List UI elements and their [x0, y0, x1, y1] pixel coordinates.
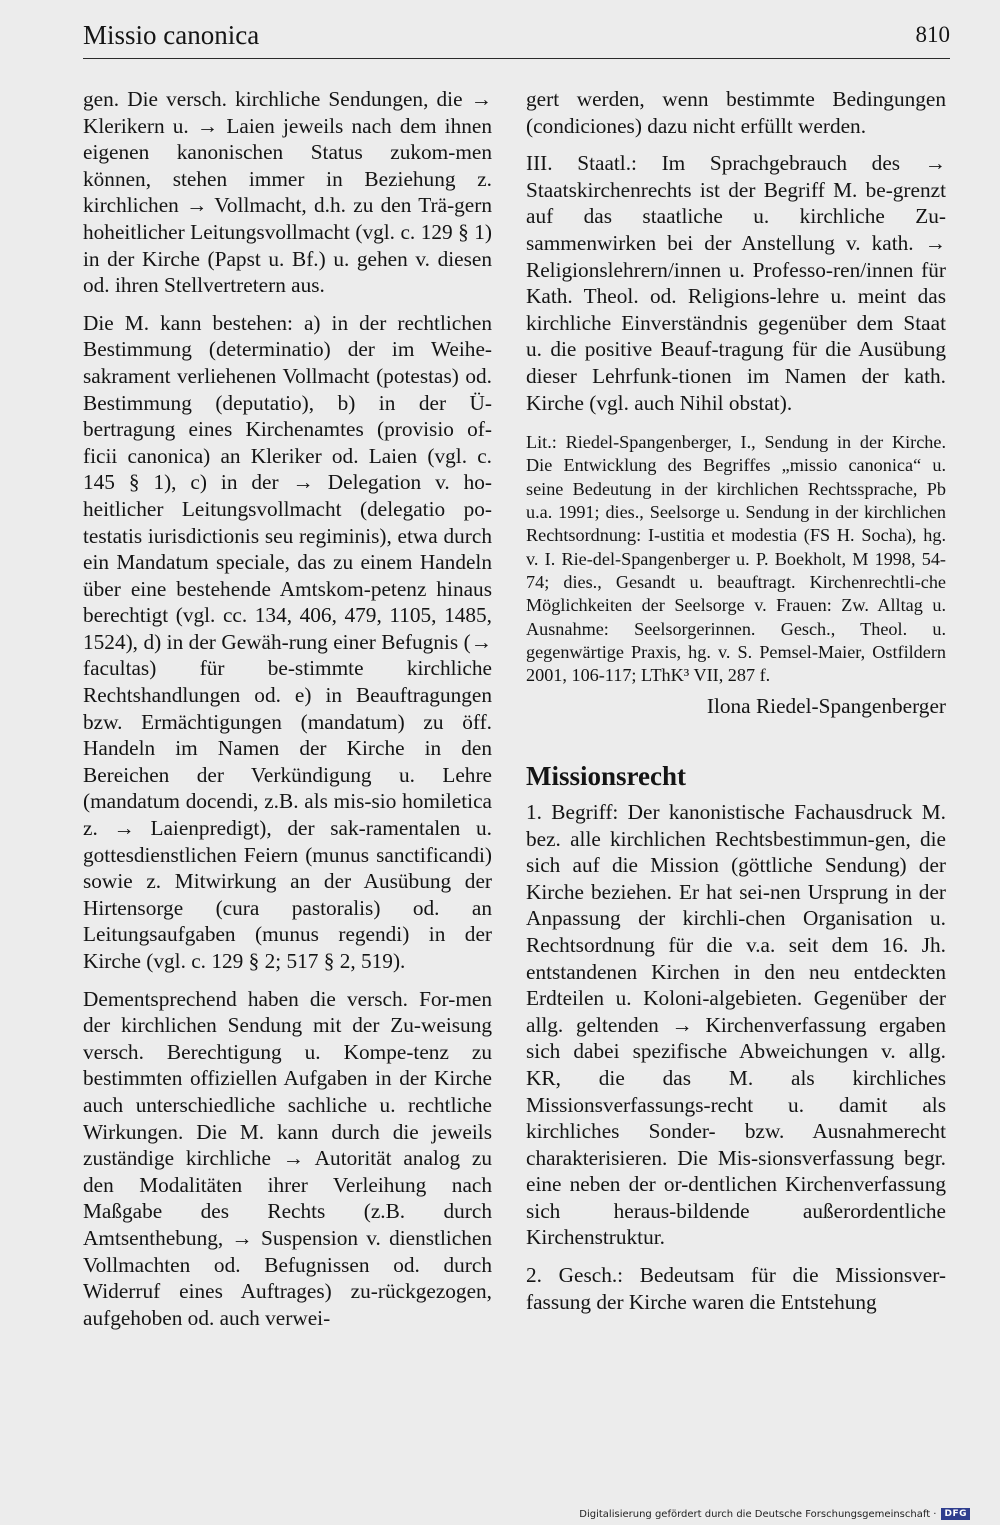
- page-number: 810: [915, 22, 950, 47]
- entry-heading: Missionsrecht: [526, 760, 686, 791]
- paragraph: Die M. kann bestehen: a) in der rechtlichen Bestimmung (determinatio) der im Weihe-sakrament verliehenen Vollmacht (potestas) od. Bestimmung (deputatio), b) in der Ü-bertragung eines Kirchenamtes (provisio of-ficii canonica) an Kleriker od. Laien (vgl. c. 145 § 1), c) in der → Delegation v. ho-heitlicher Leitungsvollmacht (delegatio po-testatis iurisdictionis seu regiminis), etwa durch ein Mandatum speciale, das zu einem Handeln über eine bestehende Amtskom-petenz hinaus berechtigt (vgl. cc. 134, 406, 479, 1105, 1485, 1524), d) in der Gewäh-rung einer Befugnis (→ facultas) für be-stimmte kirchliche Rechtshandlungen od. e) in Beauftragungen bzw. Ermächtigungen (mandatum) zu öff. Handeln im Namen der Kirche in den Bereichen der Verkündigung u. Lehre (mandatum docendi, z.B. als mis-sio homiletica z. → Laienpredigt), der sak-ramentalen u. gottesdienstlichen Feiern (munus sanctificandi) sowie z. Mitwirkung an der Ausübung der Hirtensorge (cura pastoralis) od. an Leitungsaufgaben (munus regendi) in der Kirche (vgl. c. 129 § 2; 517 § 2, 519).: [83, 310, 492, 973]
- literature-note: Lit.: Riedel-Spangenberger, I., Sendung in der Kirche. Die Entwicklung des Begriffes „missio canonica“ u. seine Bedeutung in der kirchlichen Rechtssprache, Pb u.a. 1991; dies., Seelsorge u. Sendung in der kirchlichen Rechtsordnung: I-ustitia et modestia (FS H. Socha), hg. v. I. Rie-del-Spangenberger u. P. Boekholt, M 1998, 54-74; dies., Gesandt u. beauftragt. Kirchenrechtli-che Möglichkeiten der Seelsorge v. Frauen: Zw. Alltag u. Ausnahme: Seelsorgerinnen. Gesch., Theol. u. gegenwärtige Praxis, hg. v. S. Pemsel-Maier, Ostfildern 2001, 106-117; LThK³ VII, 287 f.: [526, 432, 946, 686]
- paragraph: gert werden, wenn bestimmte Bedingungen (condiciones) dazu nicht erfüllt werden.: [526, 87, 946, 138]
- running-title: Missio canonica: [83, 20, 260, 50]
- right-column: [526, 86, 946, 1315]
- left-column: [83, 86, 492, 1331]
- paragraph: 1. Begriff: Der kanonistische Fachausdruck M. bez. alle kirchlichen Rechtsbestimmun-gen, die sich auf die Mission (göttliche Sendung) der Kirche beziehen. Er hat sei-nen Ursprung in der Anpassung der kirchli-chen Organisation u. Rechtsordnung für die v.a. seit dem 16. Jh. entstandenen Kirchen in den neu entdeckten Erdteilen u. Koloni-algebieten. Gegenüber der allg. geltenden → Kirchenverfassung ergaben sich dabei spezifische Abweichungen v. allg. KR, die das M. als kirchliches Missionsverfassungs-recht u. damit als kirchliches Sonder- bzw. Ausnahmerecht charakterisieren. Die Mis-sionsverfassung begr. eine neben der or-dentlichen Kirchenverfassung sich heraus-bildende außerordentliche Kirchenstruktur.: [526, 799, 946, 1250]
- footer-text: Digitalisierung gefördert durch die Deutsche Forschungsgemeinschaft ·: [579, 1508, 937, 1520]
- author-signature: Ilona Riedel-Spangenberger: [706, 694, 946, 719]
- paragraph: III. Staatl.: Im Sprachgebrauch des → Staatskirchenrechts ist der Begriff M. be-grenzt auf das staatliche u. kirchliche Zu-sammenwirken bei der Anstellung v. kath. → Religionslehrern/innen u. Professo-ren/innen für Kath. Theol. od. Religions-lehre u. meint das kirchliche Einverständnis gegenüber dem Staat u. die positive Beauf-tragung für die Ausübung dieser Lehrfunk-tionen im Namen der kath. Kirche (vgl. auch Nihil obstat).: [526, 151, 946, 415]
- paragraph: gen. Die versch. kirchliche Sendungen, die → Klerikern u. → Laien jeweils nach dem ihnen eigenen kanonischen Status zukom-men können, stehen immer in Beziehung z. kirchlichen → Vollmacht, d.h. zu den Trä-gern hoheitlicher Leitungsvollmacht (vgl. c. 129 § 1) in der Kirche (Papst u. Bf.) u. gehen v. diesen od. ihren Stellvertretern aus.: [83, 87, 492, 298]
- digitization-footer: [579, 1504, 970, 1524]
- running-head: [83, 18, 950, 59]
- dfg-logo: DFG: [941, 1508, 970, 1520]
- paragraph: 2. Gesch.: Bedeutsam für die Missionsver-fassung der Kirche waren die Entstehung: [526, 1263, 946, 1314]
- paragraph: Dementsprechend haben die versch. For-men der kirchlichen Sendung mit der Zu-weisung versch. Berechtigung u. Kompe-tenz zu bestimmten offiziellen Aufgaben in der Kirche auch unterschiedliche sachliche u. rechtliche Wirkungen. Die M. kann durch die jeweils zuständige kirchliche → Autorität analog zu den Modalitäten ihrer Verleihung nach Maßgabe des Rechts (z.B. durch Amtsenthebung, → Suspension v. dienstlichen Vollmachten od. Befugnissen od. durch Widerruf eines Auftrages) zu-rückgezogen, aufgehoben od. auch verwei-: [83, 986, 492, 1330]
